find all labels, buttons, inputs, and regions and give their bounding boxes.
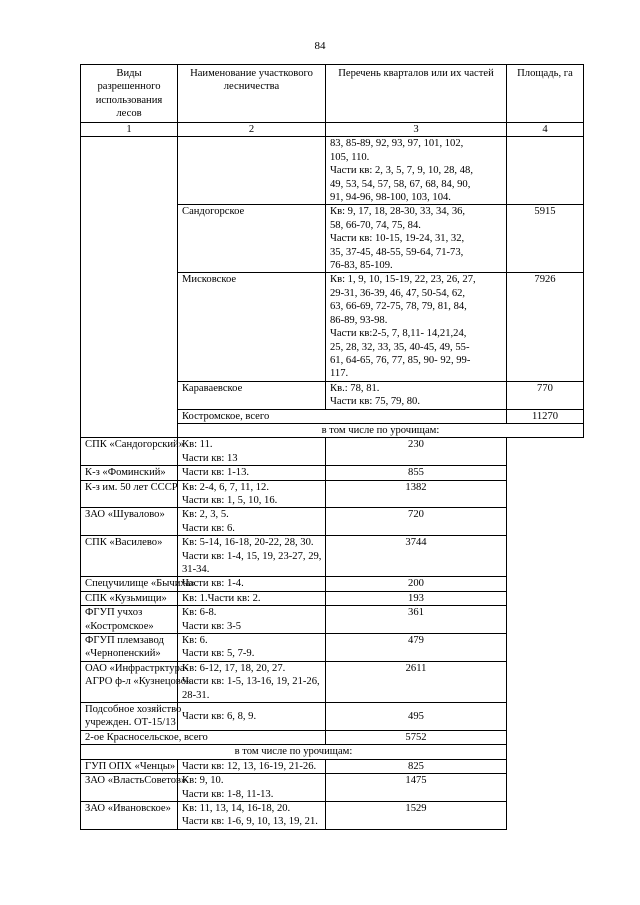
quarters-cell [178, 801, 326, 829]
quarters-line: Части кв: 75, 79, 80. [330, 396, 421, 408]
header-quarters-list: Перечень кварталов или их частей [326, 65, 507, 123]
quarters-cell [178, 508, 326, 536]
tract-name-line: ОАО «Инфрастрктура- [85, 662, 189, 674]
tract-name-cell [81, 703, 182, 731]
quarters-line: 117. [330, 368, 349, 380]
header-forestry-name: Наименование участкового лесничества [178, 65, 326, 123]
quarters-line: Части кв: 1-6, 9, 10, 13, 19, 21. [182, 816, 318, 828]
tract-name-cell [81, 606, 178, 634]
header-area: Площадь, га [507, 65, 584, 123]
tract-name-cell [81, 466, 178, 480]
area-cell: 495 [326, 703, 507, 731]
area-cell: 855 [326, 466, 507, 480]
quarters-line: Кв: 2, 3, 5. [182, 509, 229, 521]
area-cell: 770 [507, 381, 584, 409]
quarters-line: Части кв: 1-8, 11-13. [182, 788, 274, 800]
quarters-line: Части кв: 5, 7-9. [182, 648, 255, 660]
area-cell: 230 [326, 438, 507, 466]
table-row [81, 661, 584, 702]
tract-name-line: Подсобное хозяйство [85, 704, 182, 716]
total-label: Костромское, всего [178, 409, 507, 423]
quarters-line: Кв: 11, 13, 14, 16-18, 20. [182, 802, 291, 814]
forestry-name-cell: Караваевское [178, 381, 326, 409]
tract-rows-group [81, 438, 584, 731]
quarters-line: Кв.: 78, 81. [330, 382, 380, 394]
quarters-cell [178, 466, 326, 480]
tract-name-line: АГРО ф-л «Кузнецово» [85, 676, 192, 688]
quarters-cell [178, 536, 326, 577]
quarters-cell [178, 606, 326, 634]
table-row [81, 577, 584, 591]
subheader-row [81, 745, 584, 759]
area-cell: 7926 [507, 273, 584, 381]
quarters-cell [178, 577, 326, 591]
table-row [81, 137, 584, 205]
total-label: 2-ое Красносельское, всего [81, 730, 326, 744]
header-forest-use-types: Виды разрешенного использования лесов [81, 65, 178, 123]
tract-name-line: СПК «Сандогорский» [85, 439, 185, 451]
column-numbers-row [81, 123, 584, 137]
quarters-line: Кв: 6-12, 17, 18, 20, 27. [182, 662, 286, 674]
total-row [81, 730, 584, 744]
quarters-cell [326, 137, 507, 205]
quarters-line: Части кв: 10-15, 19-24, 31, 32, [330, 233, 465, 245]
table-row [81, 801, 584, 829]
table-row [81, 591, 584, 605]
quarters-line: 49, 53, 54, 57, 58, 67, 68, 84, 90, [330, 178, 471, 190]
tract-name-cell [81, 661, 192, 702]
quarters-line: Части кв: 1-4, 15, 19, 23-27, 29, [182, 550, 322, 562]
tract-name-cell [81, 634, 178, 662]
area-cell: 2611 [326, 661, 507, 702]
quarters-line: 76-83, 85-109. [330, 260, 393, 272]
quarters-line: Кв: 9, 10. [182, 775, 224, 787]
quarters-line: 31-34. [182, 564, 210, 575]
quarters-line: Части кв: 1-4. [182, 578, 244, 590]
quarters-cell [178, 591, 326, 605]
area-cell [507, 137, 584, 205]
tract-name-cell [81, 774, 187, 802]
area-cell: 193 [326, 591, 507, 605]
quarters-cell [326, 205, 507, 273]
quarters-line: 83, 85-89, 92, 93, 97, 101, 102, [330, 138, 464, 150]
tract-name-line: СПК «Василево» [85, 537, 163, 549]
table-row [81, 774, 584, 802]
tract-name-cell [81, 801, 178, 829]
area-cell: 200 [326, 577, 507, 591]
quarters-line: Части кв: 1-13. [182, 467, 250, 479]
table-row [81, 606, 584, 634]
table-row [81, 634, 584, 662]
total-area: 5752 [326, 730, 507, 744]
quarters-line: Кв: 2-4, 6, 7, 11, 12. [182, 481, 270, 493]
column-number: 1 [81, 123, 178, 137]
quarters-cell [178, 438, 326, 466]
quarters-line: 29-31, 36-39, 46, 47, 50-54, 62, [330, 287, 466, 299]
quarters-line: Кв: 6-8. [182, 607, 217, 619]
subheader-text: в том числе по урочищам: [81, 745, 507, 759]
quarters-line: Части кв: 12, 13, 16-19, 21-26. [182, 760, 317, 772]
table-row [81, 508, 584, 536]
column-number: 2 [178, 123, 326, 137]
quarters-line: Части кв: 6, 8, 9. [182, 710, 257, 722]
quarters-line: Части кв: 6. [182, 522, 235, 534]
table-row [81, 438, 584, 466]
quarters-cell [326, 273, 507, 381]
subheader-text: в том числе по урочищам: [178, 423, 584, 437]
tract-name-cell [81, 591, 178, 605]
area-cell: 1529 [326, 801, 507, 829]
quarters-line: Части кв: 1-5, 13-16, 19, 21-26, [182, 676, 320, 688]
quarters-line: Кв: 9, 17, 18, 28-30, 33, 34, 36, [330, 206, 466, 218]
forest-use-type-cell [81, 137, 178, 438]
table-row [81, 466, 584, 480]
quarters-line: Кв: 5-14, 16-18, 20-22, 28, 30. [182, 537, 314, 549]
quarters-line: Части кв: 13 [182, 452, 238, 464]
page-number: 84 [314, 40, 326, 52]
tract-name-line: ГУП ОПХ «Ченцы» [85, 760, 176, 772]
quarters-line: Кв: 11. [182, 439, 213, 451]
quarters-cell [178, 759, 326, 773]
tract-name-cell [81, 438, 185, 466]
tract-name-line: «Чернопенский» [85, 648, 161, 660]
tract-name-line: ЗАО «Шувалово» [85, 509, 165, 521]
quarters-line: 91, 94-96, 98-100, 103, 104. [330, 192, 451, 204]
quarters-line: 35, 37-45, 48-55, 59-64, 71-73, [330, 246, 464, 258]
area-cell: 361 [326, 606, 507, 634]
quarters-cell [178, 661, 326, 702]
quarters-line: Части кв:2-5, 7, 8,11- 14,21,24, [330, 328, 467, 340]
tract-name-line: ФГУП учхоз [85, 607, 143, 619]
tract-name-line: К-з «Фоминский» [85, 467, 166, 479]
quarters-cell [178, 634, 326, 662]
total-area: 11270 [507, 409, 584, 423]
header-row [81, 65, 584, 123]
quarters-line: Части кв: 3-5 [182, 620, 242, 632]
tract-name-cell [81, 536, 178, 577]
tract-name-cell [81, 480, 178, 508]
tract-name-line: ФГУП племзавод [85, 635, 164, 647]
area-cell: 1475 [326, 774, 507, 802]
area-cell: 3744 [326, 536, 507, 577]
quarters-line: 28-31. [182, 689, 210, 701]
tract-name-cell [81, 759, 178, 773]
quarters-line: Части кв: 1, 5, 10, 16. [182, 494, 278, 506]
area-cell: 479 [326, 634, 507, 662]
forestry-name-cell: Сандогорское [178, 205, 326, 273]
area-cell: 720 [326, 508, 507, 536]
tract-name-line: К-з им. 50 лет СССР [85, 481, 178, 493]
tract-name-cell [81, 508, 178, 536]
tract-name-line: «Костромское» [85, 620, 154, 632]
table-row [81, 703, 584, 731]
tract-name-line: ЗАО «Ивановское» [85, 802, 171, 814]
column-number: 3 [326, 123, 507, 137]
quarters-line: 105, 110. [330, 151, 370, 163]
table-row [81, 759, 584, 773]
tract-name-cell [81, 577, 196, 591]
area-cell: 5915 [507, 205, 584, 273]
quarters-line: Части кв: 2, 3, 5, 7, 9, 10, 28, 48, [330, 165, 473, 177]
quarters-line: Кв: 6. [182, 635, 208, 647]
forestry-name-cell: Мисковское [178, 273, 326, 381]
column-number: 4 [507, 123, 584, 137]
area-cell: 1382 [326, 480, 507, 508]
quarters-line: Кв: 1.Части кв: 2. [182, 592, 261, 604]
quarters-line: 58, 66-70, 74, 75, 84. [330, 219, 421, 231]
quarters-cell [178, 774, 326, 802]
quarters-cell [178, 480, 326, 508]
tract-rows-group [81, 759, 584, 829]
quarters-line: 63, 66-69, 72-75, 78, 79, 81, 84, [330, 301, 467, 313]
area-cell: 825 [326, 759, 507, 773]
quarters-cell [178, 703, 326, 731]
table-row [81, 536, 584, 577]
table-row [81, 480, 584, 508]
quarters-line: 61, 64-65, 76, 77, 85, 90- 92, 99- [330, 354, 471, 366]
forest-quarters-table [80, 64, 584, 830]
quarters-line: 86-89, 93-98. [330, 314, 388, 326]
quarters-line: Кв: 1, 9, 10, 15-19, 22, 23, 26, 27, [330, 274, 476, 286]
tract-name-line: Спецучилище «Бычиха» [85, 578, 196, 590]
forestry-name-cell [178, 137, 326, 205]
tract-name-line: ЗАО «ВластьСоветов» [85, 775, 187, 787]
quarters-line: 25, 28, 32, 33, 35, 40-45, 49, 55- [330, 341, 470, 353]
quarters-cell [326, 381, 507, 409]
tract-name-line: учрежден. ОТ-15/13 [85, 717, 176, 729]
tract-name-line: СПК «Кузьмищи» [85, 592, 167, 604]
